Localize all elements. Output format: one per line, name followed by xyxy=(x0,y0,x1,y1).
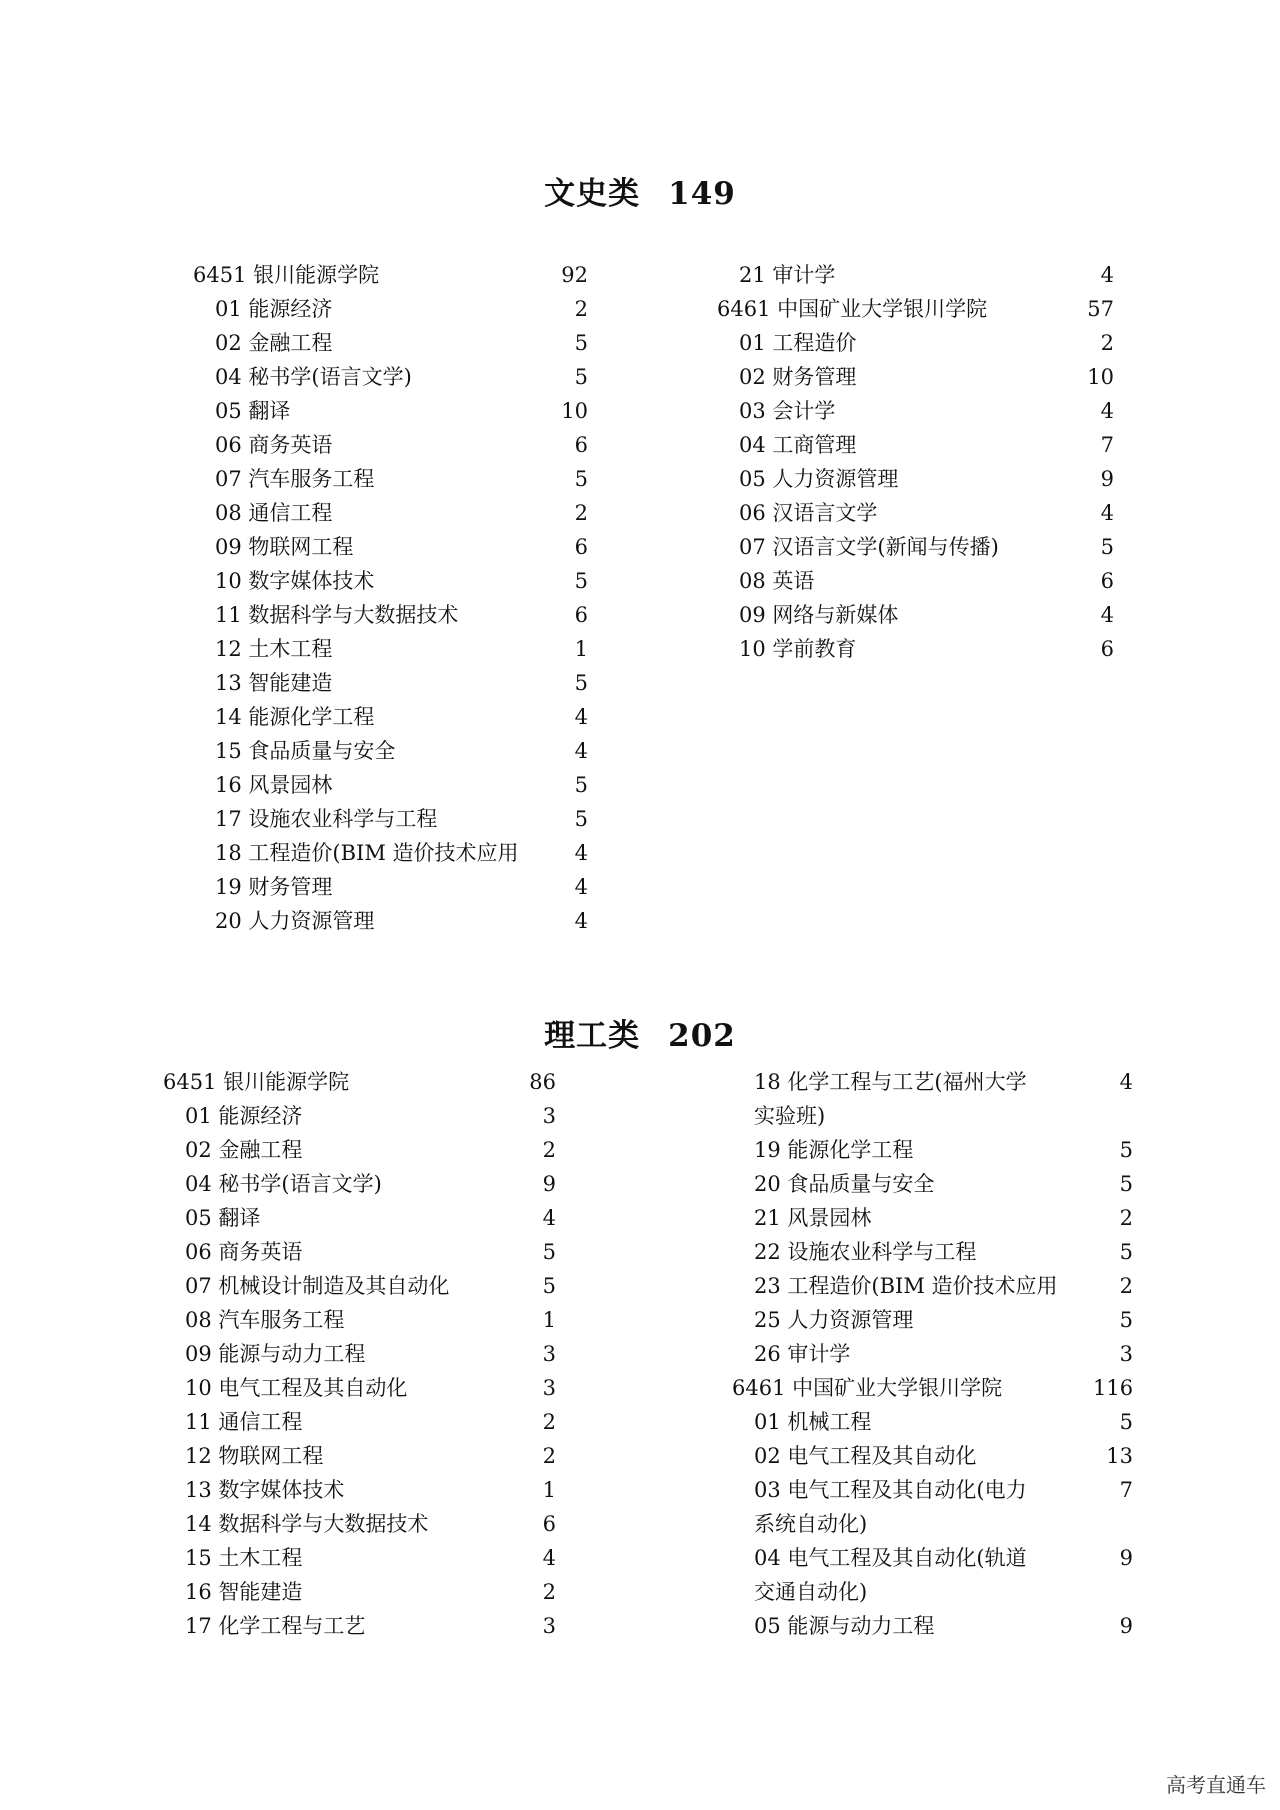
major-label: 04 秘书学(语言文学) xyxy=(215,365,412,389)
quota-value: 4 xyxy=(574,909,588,933)
school-label: 6461 中国矿业大学银川学院 xyxy=(732,1376,1003,1400)
major-label: 04 秘书学(语言文学) xyxy=(185,1172,382,1196)
quota-value: 2 xyxy=(542,1444,556,1468)
major-label: 02 财务管理 xyxy=(739,365,857,389)
major-label: 05 能源与动力工程 xyxy=(754,1614,935,1638)
major-label: 18 化学工程与工艺(福州大学 xyxy=(754,1070,1027,1094)
quota-value: 57 xyxy=(1087,297,1114,321)
major-label: 17 设施农业科学与工程 xyxy=(215,807,438,831)
major-label-continued: 系统自动化) xyxy=(754,1512,868,1536)
quota-value: 5 xyxy=(1119,1308,1133,1332)
major-label: 06 商务英语 xyxy=(215,433,333,457)
quota-value: 3 xyxy=(542,1342,556,1366)
section-heading: 理工类 xyxy=(544,1018,641,1054)
quota-value: 6 xyxy=(574,433,588,457)
major-label: 26 审计学 xyxy=(754,1342,851,1366)
quota-value: 4 xyxy=(1100,263,1114,287)
quota-value: 5 xyxy=(1119,1240,1133,1264)
quota-value: 5 xyxy=(1119,1138,1133,1162)
quota-value: 5 xyxy=(574,671,588,695)
quota-value: 13 xyxy=(1106,1444,1133,1468)
major-label: 09 网络与新媒体 xyxy=(739,603,899,627)
quota-value: 4 xyxy=(574,739,588,763)
major-label: 10 数字媒体技术 xyxy=(215,569,375,593)
major-label: 19 财务管理 xyxy=(215,875,333,899)
major-label: 04 电气工程及其自动化(轨道 xyxy=(754,1546,1027,1570)
quota-value: 7 xyxy=(1119,1478,1133,1502)
section-total: 202 xyxy=(668,1018,736,1054)
quota-value: 2 xyxy=(542,1138,556,1162)
major-label: 06 商务英语 xyxy=(185,1240,303,1264)
quota-value: 5 xyxy=(574,467,588,491)
major-label: 01 能源经济 xyxy=(215,297,333,321)
quota-value: 6 xyxy=(1100,569,1114,593)
quota-value: 5 xyxy=(1119,1172,1133,1196)
quota-value: 116 xyxy=(1093,1376,1134,1400)
major-label: 20 食品质量与安全 xyxy=(754,1172,935,1196)
quota-value: 5 xyxy=(542,1240,556,1264)
school-label: 6461 中国矿业大学银川学院 xyxy=(717,297,988,321)
quota-value: 2 xyxy=(1100,331,1114,355)
major-label: 17 化学工程与工艺 xyxy=(185,1614,366,1638)
major-label: 11 数据科学与大数据技术 xyxy=(215,603,459,627)
quota-value: 7 xyxy=(1100,433,1114,457)
quota-value: 92 xyxy=(561,263,588,287)
quota-value: 4 xyxy=(1100,399,1114,423)
quota-value: 5 xyxy=(574,569,588,593)
quota-value: 1 xyxy=(542,1308,556,1332)
major-label-continued: 实验班) xyxy=(754,1104,826,1128)
major-label: 14 能源化学工程 xyxy=(215,705,375,729)
quota-value: 4 xyxy=(1100,501,1114,525)
major-label: 12 土木工程 xyxy=(215,637,333,661)
major-label: 05 翻译 xyxy=(215,399,291,423)
section-title-ligong xyxy=(0,1010,1280,1055)
major-label: 20 人力资源管理 xyxy=(215,909,375,933)
major-label: 04 工商管理 xyxy=(739,433,857,457)
major-label: 09 物联网工程 xyxy=(215,535,354,559)
major-label: 16 智能建造 xyxy=(185,1580,303,1604)
quota-value: 5 xyxy=(574,331,588,355)
quota-value: 6 xyxy=(574,603,588,627)
major-label: 21 审计学 xyxy=(739,263,836,287)
section-title-wenshi xyxy=(0,168,1280,213)
major-label-continued: 交通自动化) xyxy=(754,1580,868,1604)
watermark-text: 高考直通车 xyxy=(1166,1773,1266,1797)
major-label: 08 汽车服务工程 xyxy=(185,1308,345,1332)
major-label: 25 人力资源管理 xyxy=(754,1308,914,1332)
major-label: 05 翻译 xyxy=(185,1206,261,1230)
major-label: 06 汉语言文学 xyxy=(739,501,878,525)
quota-value: 5 xyxy=(1119,1410,1133,1434)
major-label: 19 能源化学工程 xyxy=(754,1138,914,1162)
quota-value: 9 xyxy=(1119,1546,1133,1570)
quota-value: 3 xyxy=(542,1614,556,1638)
major-label: 05 人力资源管理 xyxy=(739,467,899,491)
major-label: 13 数字媒体技术 xyxy=(185,1478,345,1502)
quota-value: 5 xyxy=(574,773,588,797)
major-label: 01 能源经济 xyxy=(185,1104,303,1128)
quota-value: 5 xyxy=(542,1274,556,1298)
quota-value: 1 xyxy=(574,637,588,661)
major-label: 22 设施农业科学与工程 xyxy=(754,1240,977,1264)
quota-value: 86 xyxy=(529,1070,556,1094)
quota-value: 4 xyxy=(1119,1070,1133,1094)
quota-value: 4 xyxy=(542,1206,556,1230)
quota-value: 4 xyxy=(574,875,588,899)
quota-value: 1 xyxy=(542,1478,556,1502)
major-label: 01 机械工程 xyxy=(754,1410,872,1434)
major-label: 12 物联网工程 xyxy=(185,1444,324,1468)
major-label: 07 汽车服务工程 xyxy=(215,467,375,491)
major-label: 15 食品质量与安全 xyxy=(215,739,396,763)
major-label: 07 机械设计制造及其自动化 xyxy=(185,1274,450,1298)
quota-value: 9 xyxy=(1119,1614,1133,1638)
quota-value: 4 xyxy=(574,705,588,729)
quota-value: 10 xyxy=(1087,365,1114,389)
quota-value: 2 xyxy=(1119,1274,1133,1298)
major-label: 14 数据科学与大数据技术 xyxy=(185,1512,429,1536)
section-heading: 文史类 xyxy=(544,176,641,212)
quota-value: 6 xyxy=(542,1512,556,1536)
major-label: 18 工程造价(BIM 造价技术应用 xyxy=(215,841,519,865)
major-label: 03 会计学 xyxy=(739,399,836,423)
major-label: 02 金融工程 xyxy=(185,1138,303,1162)
school-label: 6451 银川能源学院 xyxy=(163,1070,350,1094)
quota-value: 5 xyxy=(1100,535,1114,559)
school-label: 6451 银川能源学院 xyxy=(193,263,380,287)
major-label: 08 通信工程 xyxy=(215,501,333,525)
quota-value: 5 xyxy=(574,807,588,831)
major-label: 23 工程造价(BIM 造价技术应用 xyxy=(754,1274,1058,1298)
quota-value: 4 xyxy=(542,1546,556,1570)
quota-value: 2 xyxy=(542,1410,556,1434)
major-label: 03 电气工程及其自动化(电力 xyxy=(754,1478,1027,1502)
quota-value: 3 xyxy=(542,1104,556,1128)
quota-value: 2 xyxy=(1119,1206,1133,1230)
major-label: 10 电气工程及其自动化 xyxy=(185,1376,408,1400)
major-label: 01 工程造价 xyxy=(739,331,857,355)
quota-value: 9 xyxy=(1100,467,1114,491)
quota-value: 3 xyxy=(1119,1342,1133,1366)
major-label: 13 智能建造 xyxy=(215,671,333,695)
section-total: 149 xyxy=(668,176,736,212)
quota-value: 6 xyxy=(1100,637,1114,661)
major-label: 16 风景园林 xyxy=(215,773,333,797)
quota-value: 4 xyxy=(574,841,588,865)
major-label: 15 土木工程 xyxy=(185,1546,303,1570)
major-label: 02 电气工程及其自动化 xyxy=(754,1444,977,1468)
major-label: 08 英语 xyxy=(739,569,815,593)
quota-value: 2 xyxy=(574,297,588,321)
quota-value: 5 xyxy=(574,365,588,389)
quota-value: 4 xyxy=(1100,603,1114,627)
quota-value: 9 xyxy=(542,1172,556,1196)
major-label: 02 金融工程 xyxy=(215,331,333,355)
major-label: 07 汉语言文学(新闻与传播) xyxy=(739,535,999,559)
quota-value: 10 xyxy=(561,399,588,423)
quota-value: 2 xyxy=(574,501,588,525)
quota-value: 3 xyxy=(542,1376,556,1400)
quota-value: 2 xyxy=(542,1580,556,1604)
major-label: 11 通信工程 xyxy=(185,1410,303,1434)
major-label: 21 风景园林 xyxy=(754,1206,872,1230)
major-label: 09 能源与动力工程 xyxy=(185,1342,366,1366)
major-label: 10 学前教育 xyxy=(739,637,857,661)
quota-value: 6 xyxy=(574,535,588,559)
